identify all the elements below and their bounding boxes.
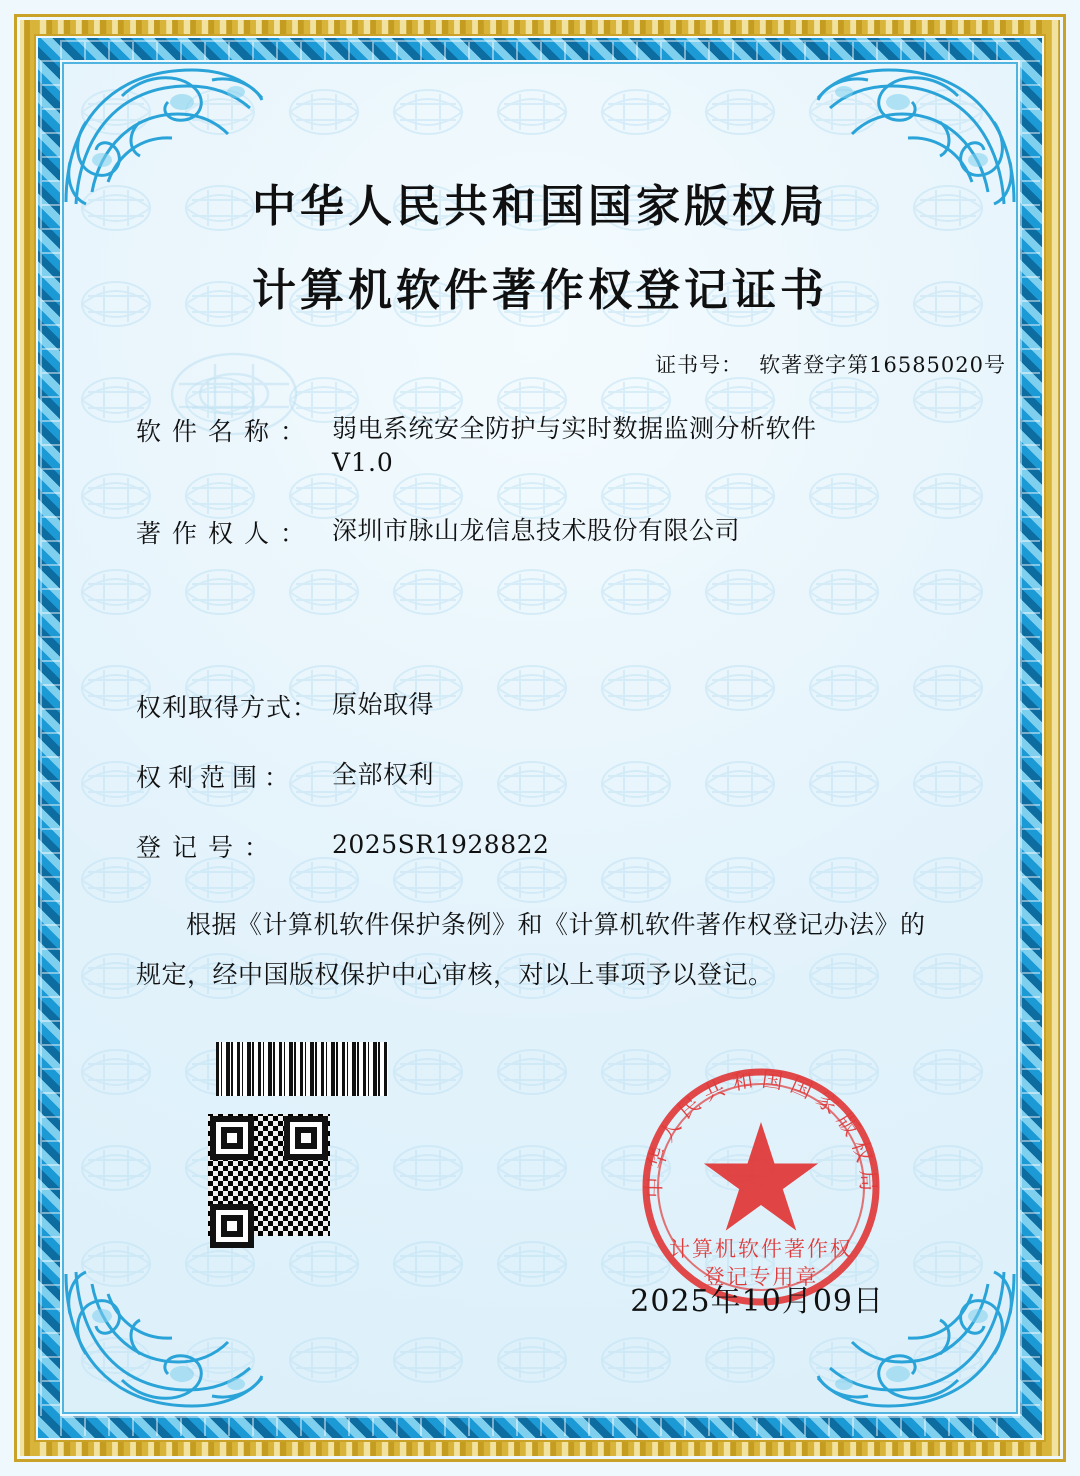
- field-registration-number: [136, 828, 976, 864]
- software-name-text: 弱电系统安全防护与实时数据监测分析软件: [332, 414, 817, 443]
- barcode: [216, 1042, 388, 1096]
- seal-outer-text: 中华人民共和国国家版权局: [641, 1067, 881, 1199]
- field-value-copyright-owner: 深圳市脉山龙信息技术股份有限公司: [332, 515, 741, 545]
- field-value-acquisition-method: 原始取得: [332, 689, 435, 719]
- field-label-copyright-owner: 著作权人：: [136, 518, 317, 548]
- field-value-registration-number: 2025SR1928822: [332, 829, 550, 859]
- seal-inner-line-2: 登记专用章: [703, 1265, 819, 1289]
- statement-line-1: 根据《计算机软件保护条例》和《计算机软件著作权登记办法》的: [186, 910, 926, 939]
- field-value-rights-scope: 全部权利: [332, 759, 435, 789]
- field-rights-scope: [136, 758, 976, 794]
- field-label-acquisition-method: 权利取得方式：: [136, 692, 319, 722]
- seal-star-icon: [704, 1122, 818, 1231]
- title-authority: 中华人民共和国国家版权局: [252, 181, 828, 232]
- field-label-software-name: 软件名称：: [136, 417, 317, 446]
- certificate-number-value: 软著登字第16585020号: [759, 353, 1006, 377]
- field-label-rights-scope: 权利范围：: [136, 762, 297, 792]
- certificate-content: [64, 64, 1016, 1412]
- field-software-name: [136, 412, 976, 480]
- legal-statement: [136, 900, 956, 1000]
- statement-line-2: 规定，经中国版权保护中心审核，对以上事项予以登记。: [136, 960, 774, 989]
- certificate-number-label: 证书号：: [655, 353, 744, 377]
- certificate-fields: [136, 412, 976, 898]
- certificate-title: [64, 170, 1016, 318]
- field-spacer: [136, 584, 976, 688]
- field-acquisition-method: [136, 688, 976, 724]
- title-document-type: 计算机软件著作权登记证书: [252, 265, 828, 316]
- certificate-number: [655, 349, 1006, 379]
- field-label-registration-number: 登记号：: [136, 832, 281, 862]
- software-version-text: V1.0: [332, 447, 394, 477]
- issue-date: 2025年10月09日: [630, 1284, 884, 1319]
- field-value-software-name: [332, 412, 817, 480]
- qr-code-finder-bottom-left: [210, 1204, 254, 1248]
- field-copyright-owner: [136, 514, 976, 550]
- seal-inner-line-1: 计算机软件著作权: [669, 1237, 853, 1261]
